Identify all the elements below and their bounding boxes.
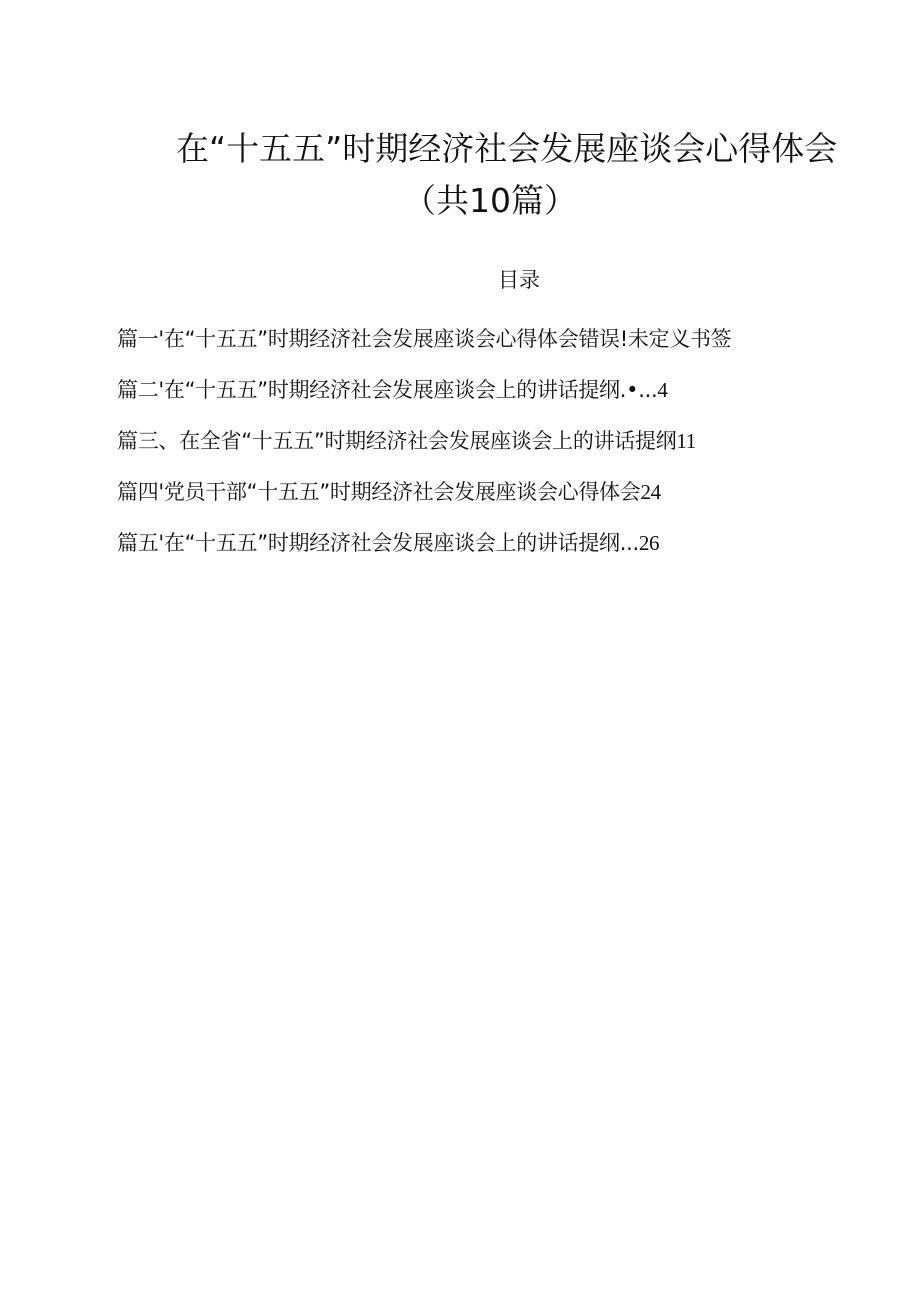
table-of-contents (117, 324, 877, 579)
toc-item-4[interactable] (117, 477, 877, 528)
toc-item-1[interactable] (117, 324, 877, 375)
document-title-line-1: 在“十五五”时期经济社会发展座谈会心得体会 (176, 129, 838, 168)
toc-item-2[interactable] (117, 375, 877, 426)
toc-item-page: 4 (657, 378, 668, 402)
toc-item-page: 24 (640, 480, 661, 504)
toc-item-text: 篇二'在“十五五”时期经济社会发展座谈会上的讲话提纲.•... (117, 378, 658, 402)
toc-item-text: 篇一'在“十五五”时期经济社会发展座谈会心得体会 (117, 327, 579, 351)
toc-item-5[interactable] (117, 528, 877, 579)
toc-item-text: 篇五'在“十五五”时期经济社会发展座谈会上的讲话提纲... (117, 531, 639, 555)
toc-item-page: 11 (676, 429, 696, 453)
document-title-line-2: （共10篇） (403, 181, 577, 220)
toc-item-text: 篇四'党员干部“十五五”时期经济社会发展座谈会心得体会 (117, 480, 641, 504)
toc-item-page: 错误!未定义书签 (578, 327, 732, 351)
toc-item-text: 篇三、在全省“十五五”时期经济社会发展座谈会上的讲话提纲 (117, 429, 677, 453)
toc-item-page: 26 (638, 531, 660, 555)
toc-heading: 目录 (498, 268, 540, 292)
toc-item-3[interactable] (117, 426, 877, 477)
